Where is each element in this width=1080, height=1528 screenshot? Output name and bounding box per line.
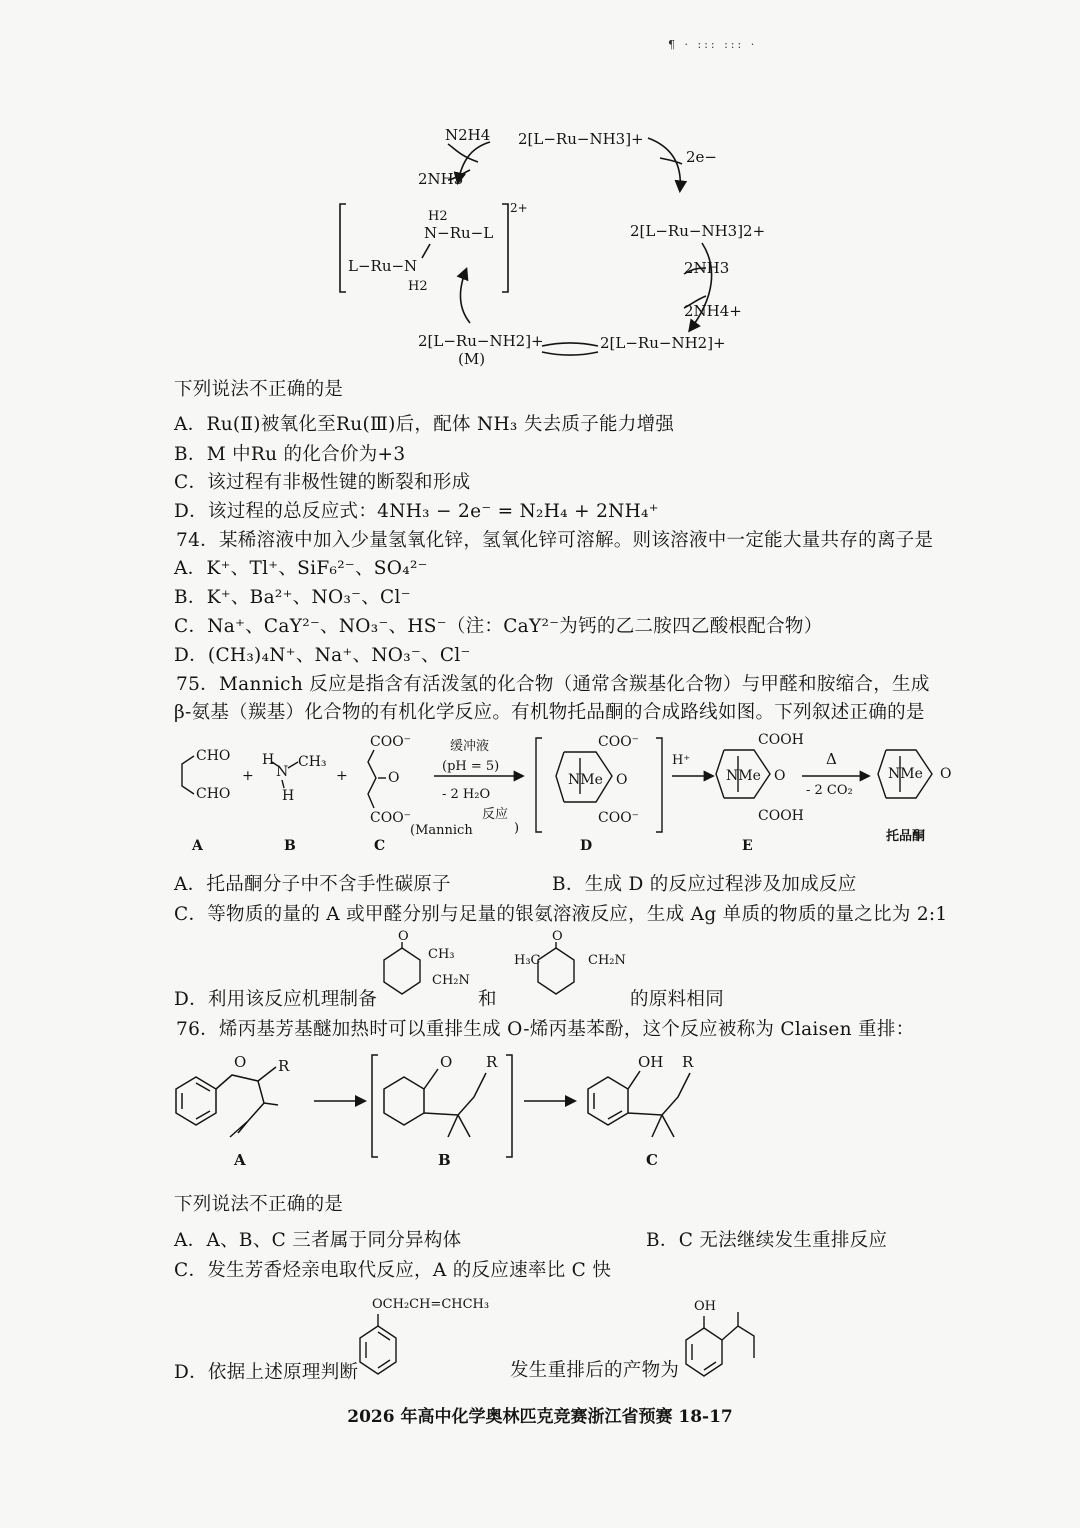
label-d: D — [580, 838, 593, 854]
label-b: B — [284, 838, 296, 854]
d-substrate-label: OCH₂CH=CHCH₃ — [372, 1297, 490, 1312]
q76-question: 下列说法不正确的是 — [174, 1194, 344, 1215]
q73-option-a: A．Ru(Ⅱ)被氧化至Ru(Ⅲ)后，配体 NH₃ 失去质子能力增强 — [174, 414, 675, 435]
q76-option-a: A．A、B、C 三者属于同分异构体 — [174, 1230, 462, 1251]
claisen-c-oh: OH — [638, 1053, 664, 1071]
d1-ch2n: CH₂N — [432, 973, 470, 988]
d2-o: O — [552, 929, 563, 944]
q74-stem: 74．某稀溶液中加入少量氢氧化锌，氢氧化锌可溶解。则该溶液中一定能大量共存的离子是 — [176, 530, 934, 551]
d1-o: O — [398, 929, 409, 944]
header-scan-mark: ¶ · ::: ::: · — [668, 38, 758, 51]
c-coo-top: COO⁻ — [370, 734, 412, 750]
q73-option-d: D．该过程的总反应式：4NH₃ − 2e⁻ = N₂H₄ + 2NH₄⁺ — [174, 501, 659, 522]
tropinone-o: O — [940, 766, 952, 782]
claisen-b-o: O — [440, 1053, 453, 1071]
cycle-2e: 2e− — [686, 148, 717, 166]
b-n: N — [276, 764, 289, 780]
q75-option-d-structures — [374, 928, 634, 1004]
page-footer: 2026 年高中化学奥林匹克竞赛浙江省预赛 18-17 — [347, 1407, 733, 1427]
cycle-bottom-left-complex: 2[L−Ru−NH2]+ — [418, 332, 544, 350]
q75-stem-line2: β-氨基（羰基）化合物的有机化学反应。有机物托品酮的合成路线如图。下列叙述正确的是 — [174, 702, 925, 723]
e-cooh-top: COOH — [758, 732, 804, 748]
ru-catalytic-cycle-diagram — [330, 118, 790, 373]
d-coo-bottom: COO⁻ — [598, 810, 640, 826]
q75-option-d-prefix: D．利用该反应机理制备 — [174, 989, 378, 1010]
q73-stem: 下列说法不正确的是 — [174, 379, 344, 400]
d2-h3c: H₃C — [514, 953, 541, 968]
scheme-ph: (pH = 5) — [442, 759, 500, 774]
claisen-c-r: R — [682, 1053, 694, 1071]
a-cho-top: CHO — [196, 748, 231, 764]
c-o: O — [388, 770, 400, 786]
q76-option-d-suffix: 发生重排后的产物为 — [510, 1360, 680, 1381]
claisen-rearrangement-scheme — [168, 1045, 728, 1175]
dimer-charge: 2+ — [510, 201, 528, 215]
dimer-left-text: L−Ru−N — [348, 257, 418, 275]
d-o: O — [616, 772, 628, 788]
q75-option-a: A．托品酮分子中不含手性碳原子 — [174, 874, 451, 895]
scheme-minus-water: - 2 H₂O — [442, 787, 491, 802]
cycle-top-complex: 2[L−Ru−NH3]+ — [518, 130, 644, 148]
q75-stem-line1: 75．Mannich 反应是指含有活泼氢的化合物（通常含羰基化合物）与甲醛和胺缩合，生成 — [176, 674, 930, 695]
d1-ch3: CH₃ — [428, 947, 455, 962]
e-nme: NMe — [726, 768, 761, 784]
tropinone-nme: NMe — [888, 766, 923, 782]
svg-text:+: + — [336, 768, 348, 784]
cycle-2nh4: 2NH4+ — [684, 302, 742, 320]
svg-text:+: + — [242, 768, 254, 784]
d2-ch2n: CH₂N — [588, 953, 626, 968]
q73-option-c: C．该过程有非极性键的断裂和形成 — [174, 472, 471, 493]
d-nme: NMe — [568, 772, 603, 788]
scheme-mannich: (Mannich — [410, 823, 473, 838]
scheme-minus-co2: - 2 CO₂ — [806, 783, 853, 798]
q76-option-b: B．C 无法继续发生重排反应 — [646, 1230, 888, 1251]
q76-option-c: C．发生芳香烃亲电取代反应，A 的反应速率比 C 快 — [174, 1260, 612, 1281]
cycle-m-label: (M) — [458, 350, 486, 368]
claisen-b-r: R — [486, 1053, 498, 1071]
e-o: O — [774, 768, 786, 784]
q74-option-b: B．K⁺、Ba²⁺、NO₃⁻、Cl⁻ — [174, 587, 411, 608]
q76-option-d-prefix: D．依据上述原理判断 — [174, 1362, 359, 1383]
dimer-top-text: N−Ru−L — [424, 224, 494, 242]
a-cho-bottom: CHO — [196, 786, 231, 802]
c-coo-bottom: COO⁻ — [370, 810, 412, 826]
b-h-bottom: H — [282, 788, 295, 804]
tropinone-synthesis-scheme — [160, 728, 960, 858]
b-ch3: CH₃ — [298, 754, 327, 770]
q75-option-d-and: 和 — [478, 989, 497, 1010]
dimer-h2-bottom: H2 — [408, 279, 428, 294]
q75-option-c: C．等物质的量的 A 或甲醛分别与足量的银氨溶液反应，生成 Ag 单质的物质的量之比为 2:1 — [174, 904, 948, 925]
label-a: A — [192, 838, 203, 854]
d-product-oh: OH — [694, 1299, 716, 1314]
scheme-buffer: 缓冲液 — [450, 739, 490, 754]
q74-option-a: A．K⁺、Tl⁺、SiF₆²⁻、SO₄²⁻ — [174, 558, 428, 579]
cycle-bottom-right-complex: 2[L−Ru−NH2]+ — [600, 334, 726, 352]
q76-stem: 76．烯丙基芳基醚加热时可以重排生成 O-烯丙基苯酚，这个反应被称为 Claisen 重排： — [176, 1019, 915, 1040]
label-c: C — [374, 838, 386, 854]
claisen-label-b: B — [438, 1151, 451, 1169]
q75-option-d-suffix: 的原料相同 — [630, 989, 725, 1010]
q74-option-d: D．(CH₃)₄N⁺、Na⁺、NO₃⁻、Cl⁻ — [174, 645, 471, 666]
q74-option-c: C．Na⁺、CaY²⁻、NO₃⁻、HS⁻（注：CaY²⁻为钙的乙二胺四乙酸根配合物） — [174, 616, 823, 637]
q75-option-b: B．生成 D 的反应过程涉及加成反应 — [552, 874, 857, 895]
q73-option-b: B．M 中Ru 的化合价为+3 — [174, 444, 406, 465]
d-coo-top: COO⁻ — [598, 734, 640, 750]
b-h: H — [262, 752, 275, 768]
scheme-h-plus: H⁺ — [672, 753, 691, 768]
e-cooh-bottom: COOH — [758, 808, 804, 824]
claisen-a-r: R — [278, 1057, 290, 1075]
scheme-delta: Δ — [826, 750, 837, 768]
scheme-reaction: 反应 — [482, 807, 509, 822]
claisen-label-a: A — [234, 1151, 246, 1169]
cycle-2nh3-right: 2NH3 — [684, 259, 730, 277]
cycle-right-complex: 2[L−Ru−NH3]2+ — [630, 222, 766, 240]
claisen-label-c: C — [646, 1151, 658, 1169]
dimer-h2-top: H2 — [428, 209, 448, 224]
claisen-a-o: O — [234, 1053, 247, 1071]
label-e: E — [742, 838, 753, 854]
cycle-n2h4: N2H4 — [445, 126, 491, 144]
label-tropinone: 托品酮 — [886, 829, 926, 844]
cycle-2nh3-left: 2NH3 — [418, 170, 464, 188]
scheme-close-paren: ) — [514, 821, 520, 836]
